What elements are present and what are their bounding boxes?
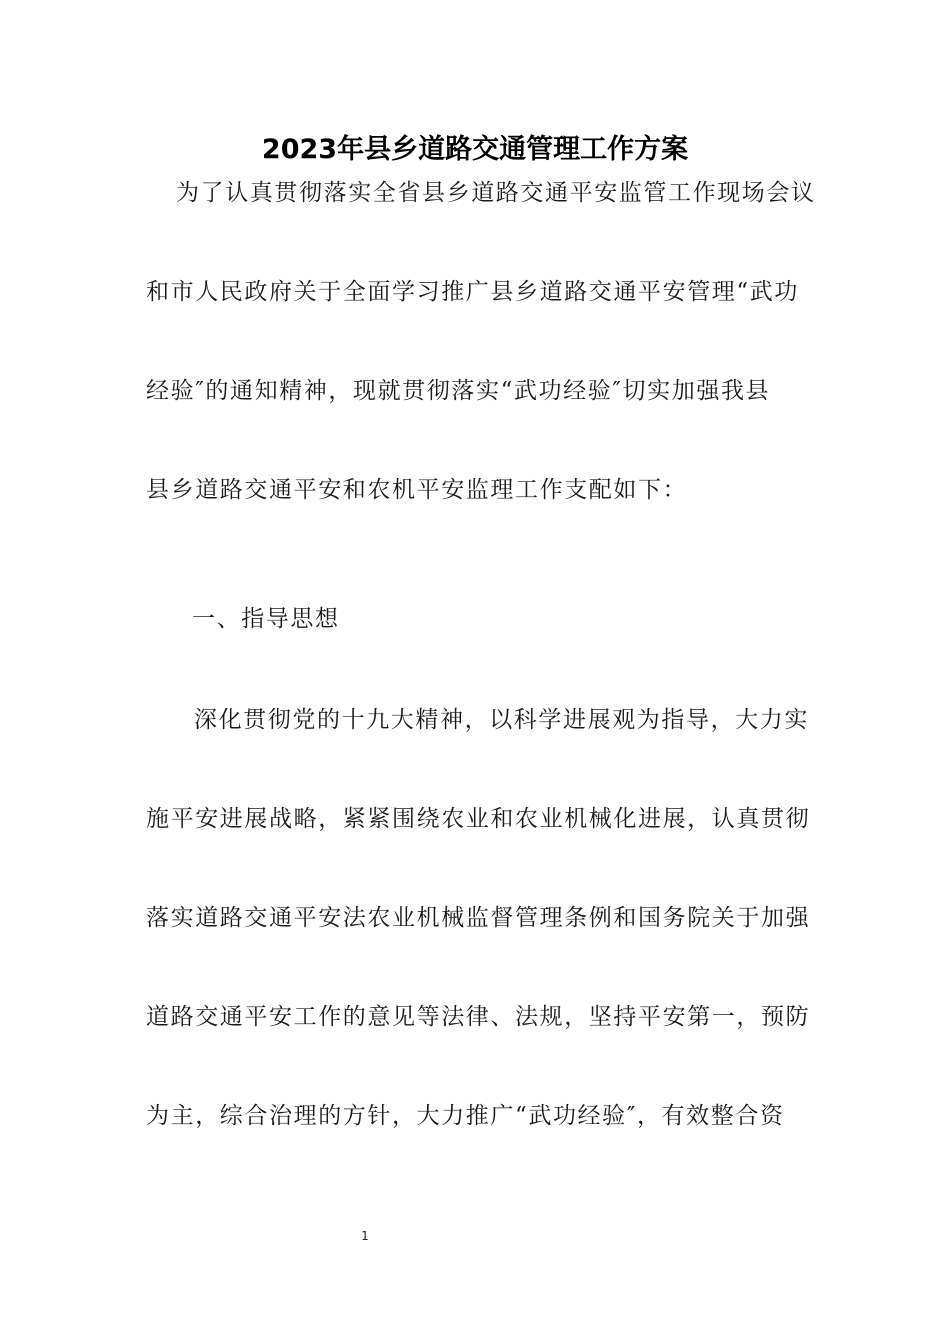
paragraph-line: 深化贯彻党的十九大精神，以科学进展观为指导，大力实: [194, 707, 809, 733]
section-heading: 一、指导思想: [192, 606, 340, 632]
paragraph-line: 落实道路交通平安法农业机械监督管理条例和国务院关于加强: [146, 905, 811, 931]
paragraph-line: 道路交通平安工作的意见等法律、法规，坚持平安第一，预防: [146, 1004, 811, 1030]
page-number: 1: [361, 1229, 369, 1243]
paragraph-line: 县乡道路交通平安和农机平安监理工作支配如下：: [146, 477, 688, 503]
paragraph-line: 和市人民政府关于全面学习推广县乡道路交通平安管理“武功: [146, 279, 799, 305]
document-title: 2023年县乡道路交通管理工作方案: [261, 134, 689, 165]
paragraph-line: 为了认真贯彻落实全省县乡道路交通平安监管工作现场会议: [176, 180, 816, 206]
paragraph-line: 施平安进展战略，紧紧围绕农业和农业机械化进展，认真贯彻: [146, 806, 811, 832]
paragraph-line: 经验″的通知精神，现就贯彻落实“武功经验″切实加强我县: [146, 378, 771, 404]
paragraph-line: 为主，综合治理的方针，大力推广“武功经验″，有效整合资: [146, 1103, 785, 1129]
